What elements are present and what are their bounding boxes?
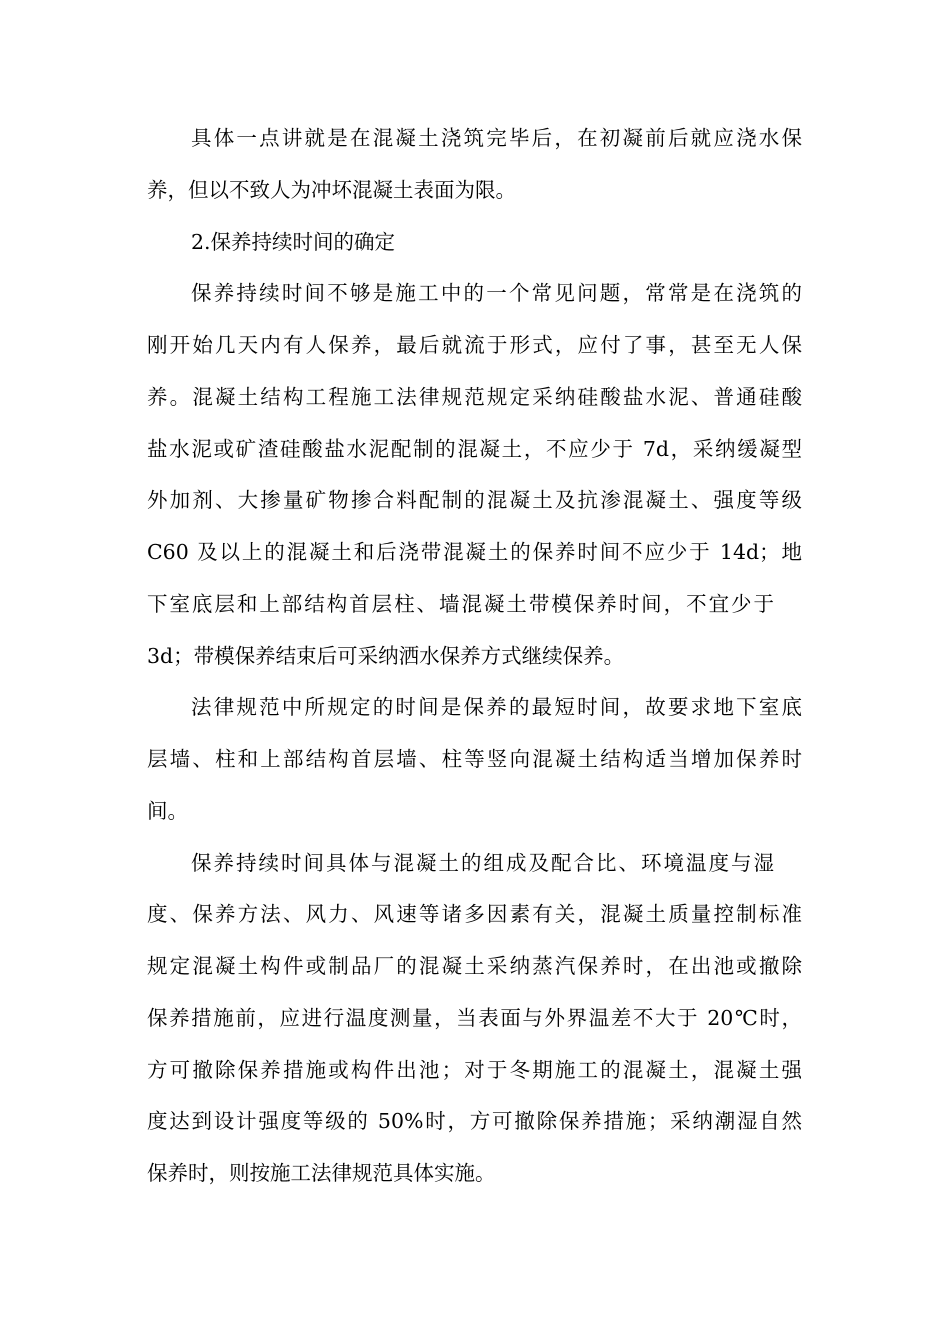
text-line: 法律规范中所规定的时间是保养的最短时间，故要求地下室底 [191, 695, 802, 720]
text-line: 刚开始几天内有人保养，最后就流于形式，应付了事，甚至无人保 [147, 333, 802, 357]
text-line: 外加剂、大掺量矿物掺合料配制的混凝土及抗渗混凝土、强度等级 [147, 488, 802, 513]
paragraph [147, 838, 802, 1200]
text-line: 保养时，则按施工法律规范具体实施。 [147, 1161, 496, 1185]
text-line: 3d；带模保养结束后可采纳洒水保养方式继续保养。 [147, 643, 625, 668]
text-line: 方可撤除保养措施或构件出池；对于冬期施工的混凝土，混凝土强 [147, 1057, 802, 1082]
section-heading [147, 217, 802, 269]
text-line: 下室底层和上部结构首层柱、墙混凝土带模保养时间，不宜少于 [147, 591, 774, 616]
text-line: 度、保养方法、风力、风速等诸多因素有关，混凝土质量控制标准 [147, 902, 802, 927]
text-line: 度达到设计强度等级的 50%时，方可撤除保养措施；采纳潮湿自然 [147, 1109, 802, 1134]
text-line: 保养持续时间具体与混凝土的组成及配合比、环境温度与湿 [191, 850, 774, 875]
text-line: 保养持续时间不够是施工中的一个常见问题，常常是在浇筑的 [191, 281, 802, 306]
text-line: 层墙、柱和上部结构首层墙、柱等竖向混凝土结构适当增加保养时 [147, 747, 802, 771]
text-line: 具体一点讲就是在混凝土浇筑完毕后，在初凝前后就应浇水保 [191, 126, 802, 150]
text-line: 盐水泥或矿渣硅酸盐水泥配制的混凝土，不应少于 7d，采纳缓凝型 [147, 436, 802, 461]
paragraph [147, 268, 802, 682]
document-body [147, 113, 802, 1200]
paragraph [147, 113, 802, 217]
paragraph [147, 682, 802, 837]
text-line: 保养措施前，应进行温度测量，当表面与外界温差不大于 20℃时， [147, 1005, 802, 1030]
text-line: 间。 [147, 798, 188, 823]
text-line: 规定混凝土构件或制品厂的混凝土采纳蒸汽保养时，在出池或撤除 [147, 954, 802, 978]
text-line: 养，但以不致人为冲坏混凝土表面为限。 [147, 177, 516, 202]
text-line: C60 及以上的混凝土和后浇带混凝土的保养时间不应少于 14d；地 [147, 540, 802, 564]
heading-text: 2.保养持续时间的确定 [191, 229, 396, 254]
text-line: 养。混凝土结构工程施工法律规范规定采纳硅酸盐水泥、普通硅酸 [147, 384, 802, 409]
